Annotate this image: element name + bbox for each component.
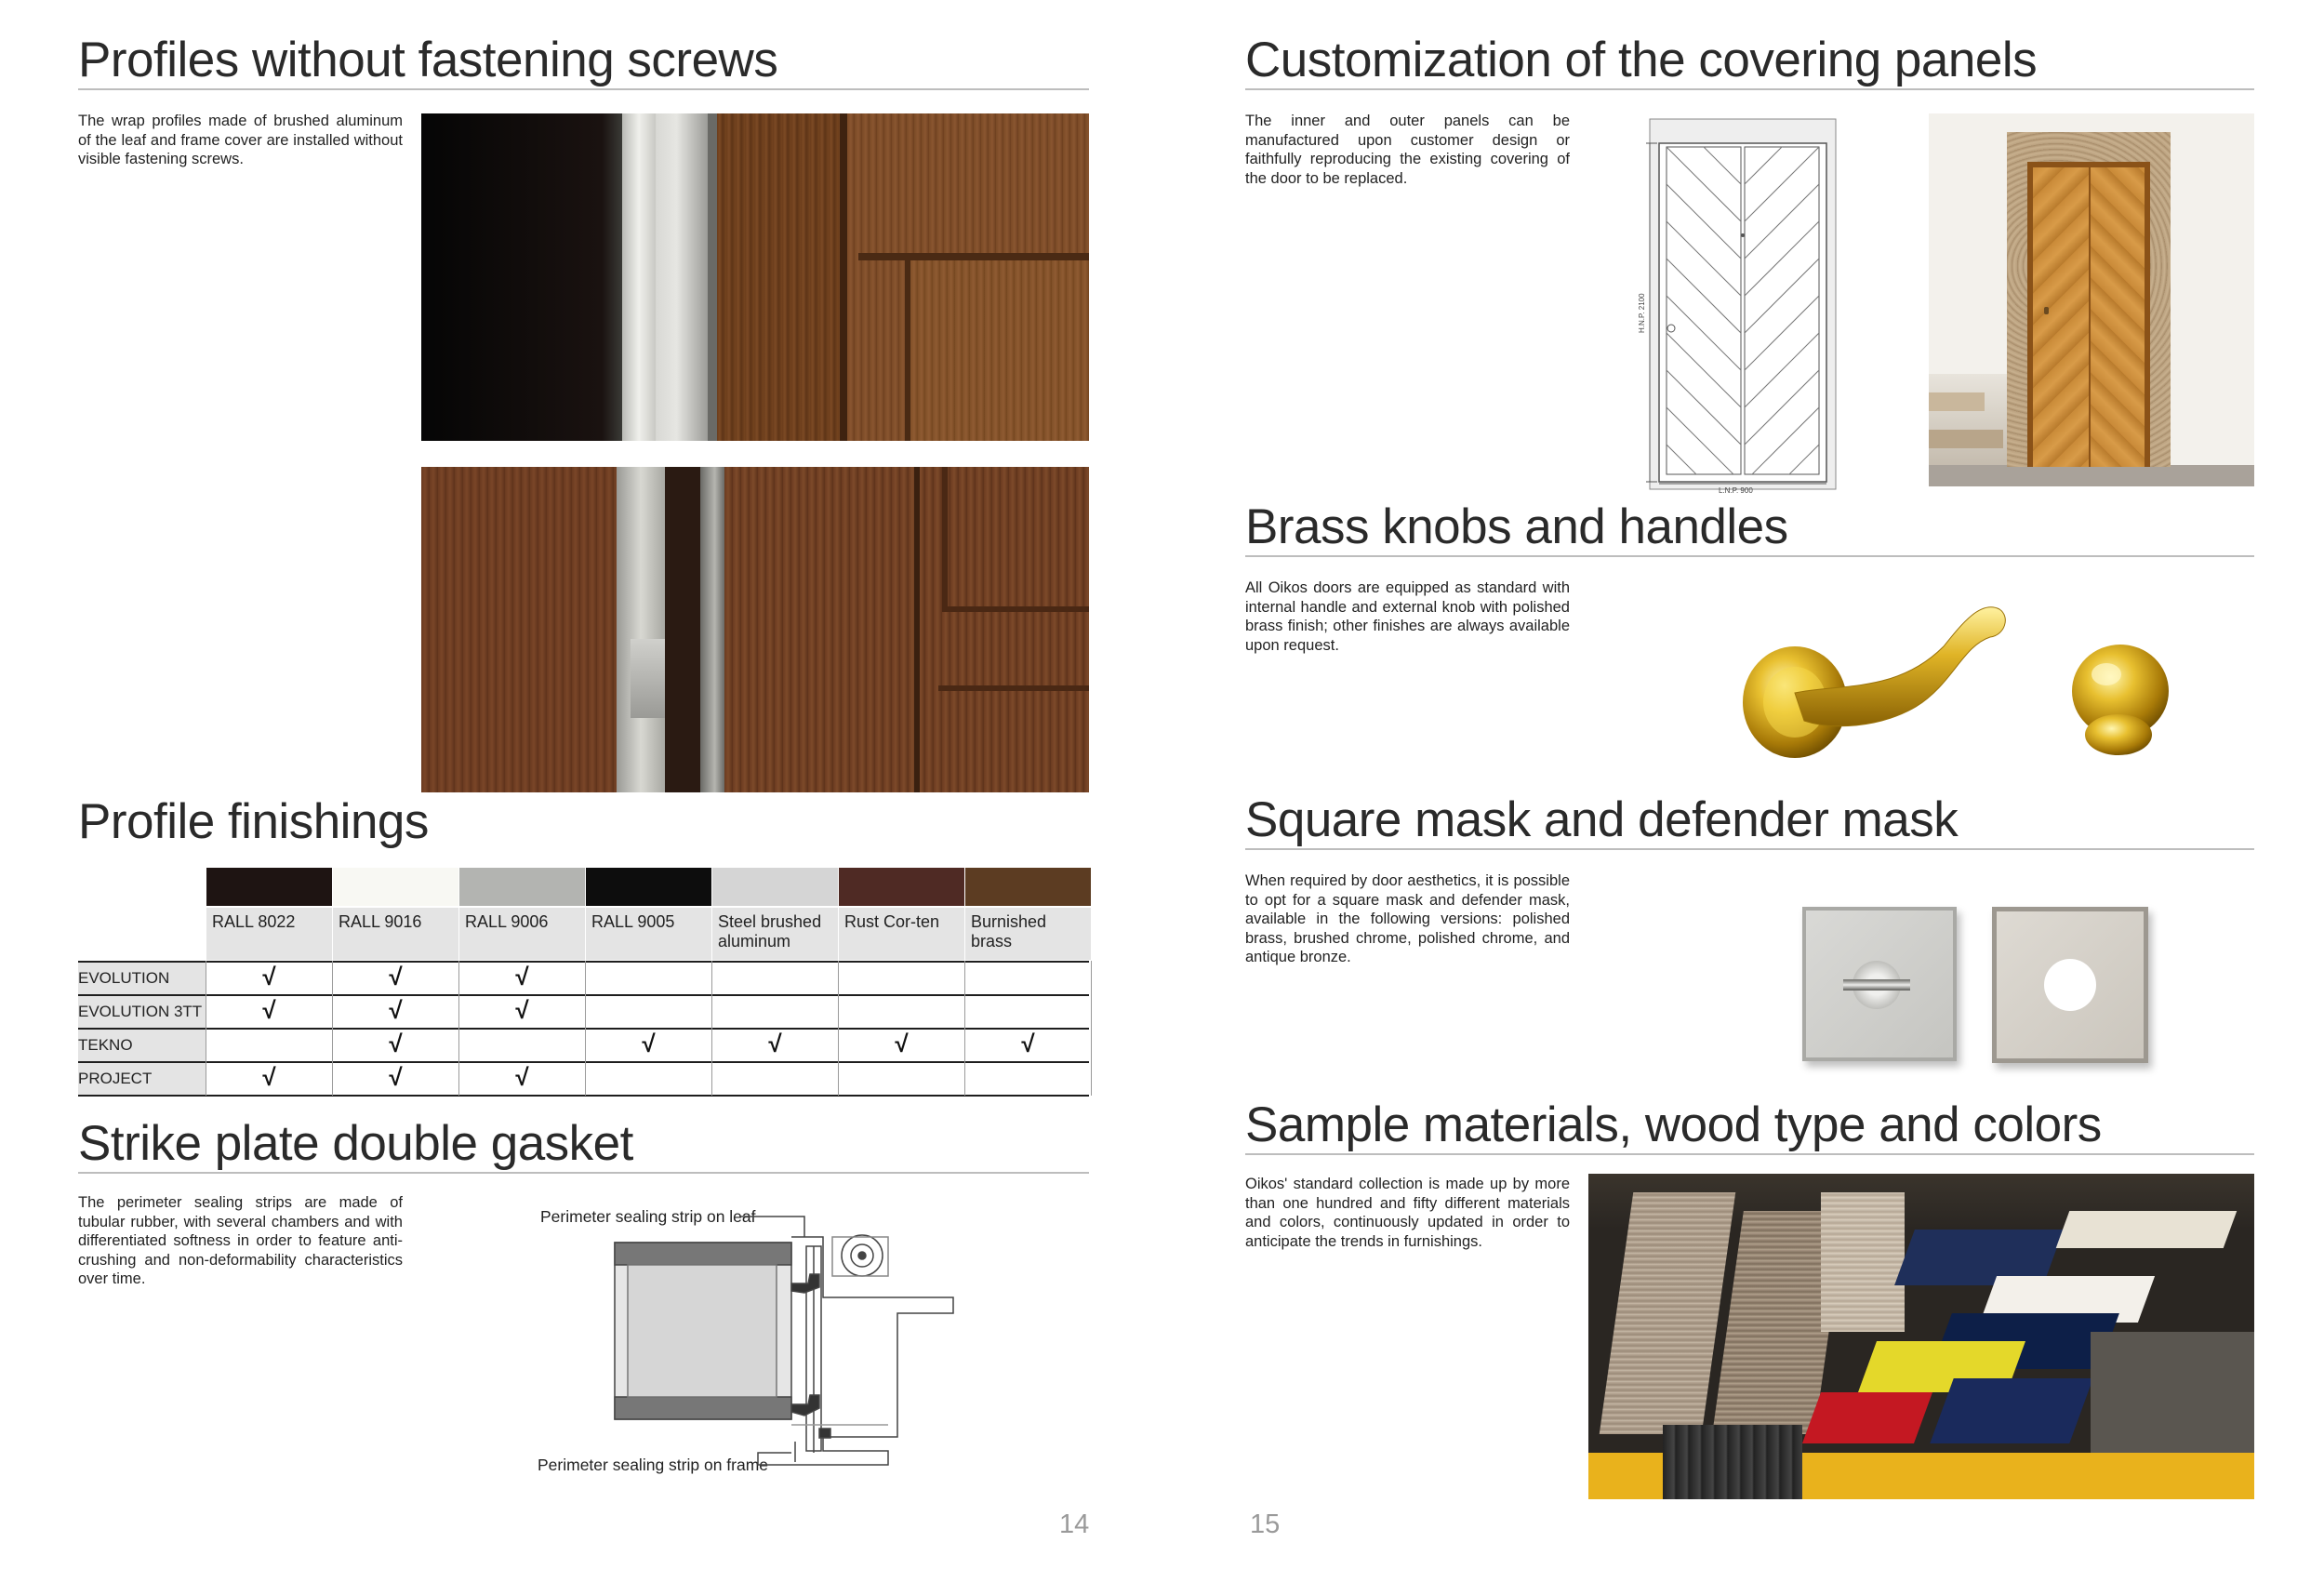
brass-handle-knob-photo [1730,581,2213,786]
finish-check-mark: √ [895,1030,909,1057]
dim-height-label: H.N.P. 2100 [1638,293,1646,333]
samples-text: Oikos' standard collection is made up by more than one hundred and fifty different materials and colors, continuously updated in order to anticipate the trends in furnishings. [1245,1176,1570,1250]
brass-title-rule [1245,555,2254,557]
dim-width-label: L.N.P. 900 [1719,486,1753,495]
table-column-divider [964,961,965,1096]
table-column-divider [711,961,712,1096]
page-number-right: 15 [1250,1509,1281,1539]
finishings-title: Profile finishings [78,794,429,849]
mask-text: When required by door aesthetics, it is possible to opt for a square mask and defender mask, available in the following versions: polished brass, brushed chrome, polished chrome, and antique bronze. [1245,872,1570,965]
finish-check-mark: √ [262,1063,276,1091]
label-sealing-strip-leaf: Perimeter sealing strip on leaf [540,1207,756,1226]
finish-swatch [839,868,964,906]
gasket-title-rule [78,1172,1089,1174]
label-sealing-strip-frame: Perimeter sealing strip on frame [538,1456,769,1474]
finish-column-label: RALL 9016 [333,908,458,960]
finish-check-mark: √ [515,1063,529,1091]
customization-text: The inner and outer panels can be manufactured upon customer design or faithfully reproducing the existing covering of the door to be replaced. [1245,113,1570,187]
finish-check-mark: √ [642,1030,656,1057]
finish-column-label: Burnished brass [965,908,1091,960]
finish-check-mark: √ [515,996,529,1024]
brass-text: All Oikos doors are equipped as standard with internal handle and external knob with polished brass finish; other finishes are always available upon request. [1245,579,1570,654]
finish-column-label: Steel brushed aluminum [712,908,838,960]
table-rule [78,1028,1089,1030]
sample-materials-photo [1588,1174,2254,1499]
finish-swatch [206,868,332,906]
profile-closeup-photo [421,113,1089,441]
finish-column-label: Rust Cor-ten [839,908,964,960]
table-rule [78,1095,1089,1097]
samples-title-rule [1245,1153,2254,1155]
finish-check-mark: √ [515,963,529,991]
table-column-divider [332,961,333,1096]
finish-check-mark: √ [262,963,276,991]
table-column-divider [1091,961,1092,1096]
hinge-closeup-photo [421,467,1089,792]
page-number-left: 14 [1059,1509,1090,1539]
finish-column-label: RALL 8022 [206,908,332,960]
table-column-divider [838,961,839,1096]
square-mask-photo [1802,907,1957,1061]
table-column-divider [585,961,586,1096]
brass-title: Brass knobs and handles [1245,499,1788,554]
finish-swatch [586,868,711,906]
mask-title-rule [1245,848,2254,850]
finish-check-mark: √ [389,963,403,991]
finish-row-label: EVOLUTION [78,969,170,987]
profiles-title-rule [78,88,1089,90]
profiles-text: The wrap profiles made of brushed aluminum of the leaf and frame cover are installed without visible fastening screws. [78,113,403,167]
finish-swatch [712,868,838,906]
finishings-table [78,868,1089,1100]
finish-swatch [459,868,585,906]
finish-column-label: RALL 9006 [459,908,585,960]
finish-column-label: RALL 9005 [586,908,711,960]
finish-row-label: TEKNO [78,1036,133,1054]
finish-check-mark: √ [389,1030,403,1057]
gasket-title: Strike plate double gasket [78,1116,633,1171]
gasket-section-drawing [609,1209,963,1469]
samples-title: Sample materials, wood type and colors [1245,1097,2102,1152]
finish-swatch [965,868,1091,906]
finish-check-mark: √ [389,996,403,1024]
finish-swatch [333,868,458,906]
table-column-divider [458,961,459,1096]
finish-check-mark: √ [262,996,276,1024]
defender-mask-photo [1992,907,2148,1063]
finish-check-mark: √ [768,1030,782,1057]
table-rule [78,994,1089,996]
door-panel-drawing [1609,110,1855,496]
gasket-text: The perimeter sealing strips are made of tubular rubber, with several chambers and with differentiated softness in order to feature anti-crushing and non-deformability characteristics over time. [78,1194,403,1287]
profiles-title: Profiles without fastening screws [78,33,778,87]
finish-row-label: PROJECT [78,1070,153,1087]
finish-check-mark: √ [389,1063,403,1091]
wood-door-photo [1929,113,2254,486]
finish-check-mark: √ [1021,1030,1035,1057]
table-rule [78,961,1089,963]
table-rule [78,1061,1089,1063]
customization-title-rule [1245,88,2254,90]
finish-row-label: EVOLUTION 3TT [78,1003,203,1020]
customization-title: Customization of the covering panels [1245,33,2038,87]
mask-title: Square mask and defender mask [1245,792,1959,847]
